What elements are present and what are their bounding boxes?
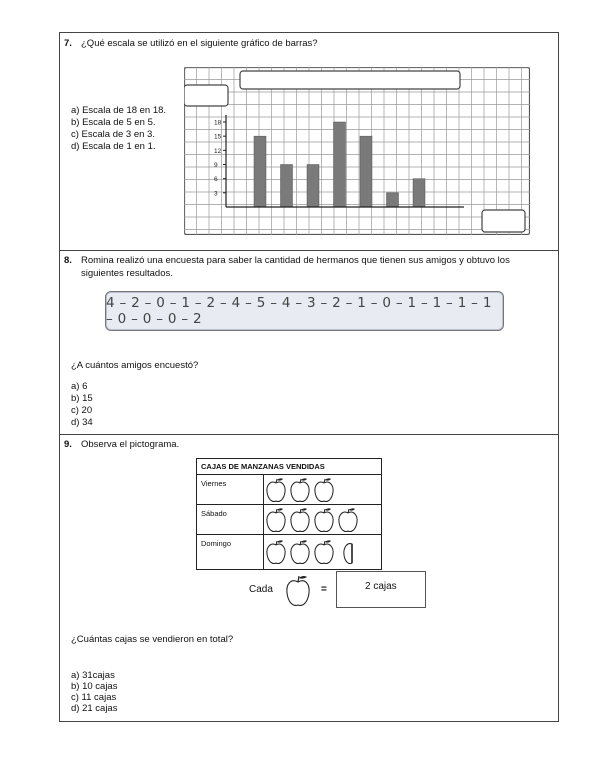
q7-text: ¿Qué escala se utilizó en el siguiente gráfico de barras? bbox=[81, 38, 318, 49]
q9-text: Observa el pictograma. bbox=[81, 439, 180, 450]
divider-q8-q9 bbox=[59, 434, 559, 435]
q8-text-line2: siguientes resultados. bbox=[81, 268, 173, 279]
divider-q7-q8 bbox=[59, 250, 559, 251]
y-tick-label: 12 bbox=[214, 147, 222, 155]
legend-cada: Cada bbox=[249, 584, 273, 595]
apple-icon bbox=[339, 508, 357, 531]
legend-apple-icon bbox=[285, 574, 311, 610]
chart-bar bbox=[254, 136, 266, 207]
q7-option-d[interactable]: d) Escala de 1 en 1. bbox=[71, 141, 156, 152]
q9-option-b[interactable]: b) 10 cajas bbox=[71, 681, 118, 692]
survey-results-sequence: 4 – 2 – 0 – 1 – 2 – 4 – 5 – 4 – 3 – 2 – 1 – 0 – 1 – 1 – 1 – 1 – 0 – 0 – 0 – 2 bbox=[106, 295, 492, 327]
chart-bar bbox=[387, 193, 399, 207]
apple-icon bbox=[315, 540, 333, 563]
chart-bar bbox=[307, 165, 319, 208]
q8-number: 8. bbox=[64, 255, 72, 266]
q8-option-b[interactable]: b) 15 bbox=[71, 393, 93, 404]
chart-bar bbox=[281, 165, 293, 208]
q8-text-line1: Romina realizó una encuesta para saber la cantidad de hermanos que tienen sus amigos y obtuvo los bbox=[81, 255, 510, 266]
pictogram-day-label: Viernes bbox=[201, 479, 227, 488]
q7-option-c[interactable]: c) Escala de 3 en 3. bbox=[71, 129, 155, 140]
legend-value: 2 cajas bbox=[365, 581, 397, 592]
pictogram-day-label: Domingo bbox=[201, 539, 232, 548]
apple-icon bbox=[267, 508, 285, 531]
q8-option-d[interactable]: d) 34 bbox=[71, 417, 93, 428]
q9-option-a[interactable]: a) 31cajas bbox=[71, 670, 115, 681]
y-tick-label: 15 bbox=[214, 133, 222, 141]
apple-icon bbox=[291, 508, 309, 531]
apple-icon bbox=[291, 540, 309, 563]
chart-grid-border bbox=[185, 68, 530, 235]
legend-equals: = bbox=[321, 584, 327, 595]
apple-icon bbox=[344, 544, 352, 564]
q9-option-d[interactable]: d) 21 cajas bbox=[71, 703, 118, 714]
apple-icon bbox=[315, 508, 333, 531]
q7-option-a[interactable]: a) Escala de 18 en 18. bbox=[71, 105, 167, 116]
pictogram-row-sabado bbox=[197, 505, 381, 535]
q8-question: ¿A cuántos amigos encuestó? bbox=[71, 360, 199, 371]
y-tick-label: 9 bbox=[214, 162, 218, 169]
pictogram-title: CAJAS DE MANZANAS VENDIDAS bbox=[197, 459, 381, 475]
chart-bar bbox=[413, 179, 425, 207]
legend-value-box bbox=[336, 571, 426, 608]
pictogram-table bbox=[196, 458, 382, 570]
q8-option-a[interactable]: a) 6 bbox=[71, 381, 88, 392]
apple-icon bbox=[315, 478, 333, 501]
q8-option-c[interactable]: c) 20 bbox=[71, 405, 93, 416]
q7-number: 7. bbox=[64, 38, 72, 49]
q7-option-b[interactable]: b) Escala de 5 en 5. bbox=[71, 117, 156, 128]
chart-xlabel-box bbox=[482, 210, 525, 232]
survey-results-box bbox=[105, 291, 504, 331]
apple-icon bbox=[291, 478, 309, 501]
pictogram-row-viernes bbox=[197, 475, 381, 505]
q9-question: ¿Cuántas cajas se vendieron en total? bbox=[71, 634, 234, 645]
bar-chart bbox=[184, 67, 530, 235]
q9-number: 9. bbox=[64, 439, 72, 450]
pictogram-day-label: Sábado bbox=[201, 509, 227, 518]
y-tick-label: 6 bbox=[214, 176, 218, 184]
apple-icon bbox=[267, 478, 285, 501]
pictogram-row-domingo bbox=[197, 535, 381, 569]
q9-option-c[interactable]: c) 11 cajas bbox=[71, 692, 117, 703]
y-tick-label: 18 bbox=[214, 119, 222, 127]
chart-title-box bbox=[240, 71, 460, 89]
apple-icon bbox=[267, 540, 285, 563]
y-tick-label: 3 bbox=[214, 190, 218, 198]
chart-bar bbox=[360, 136, 372, 207]
chart-ylabel-box bbox=[184, 85, 228, 106]
chart-bar bbox=[334, 122, 346, 207]
